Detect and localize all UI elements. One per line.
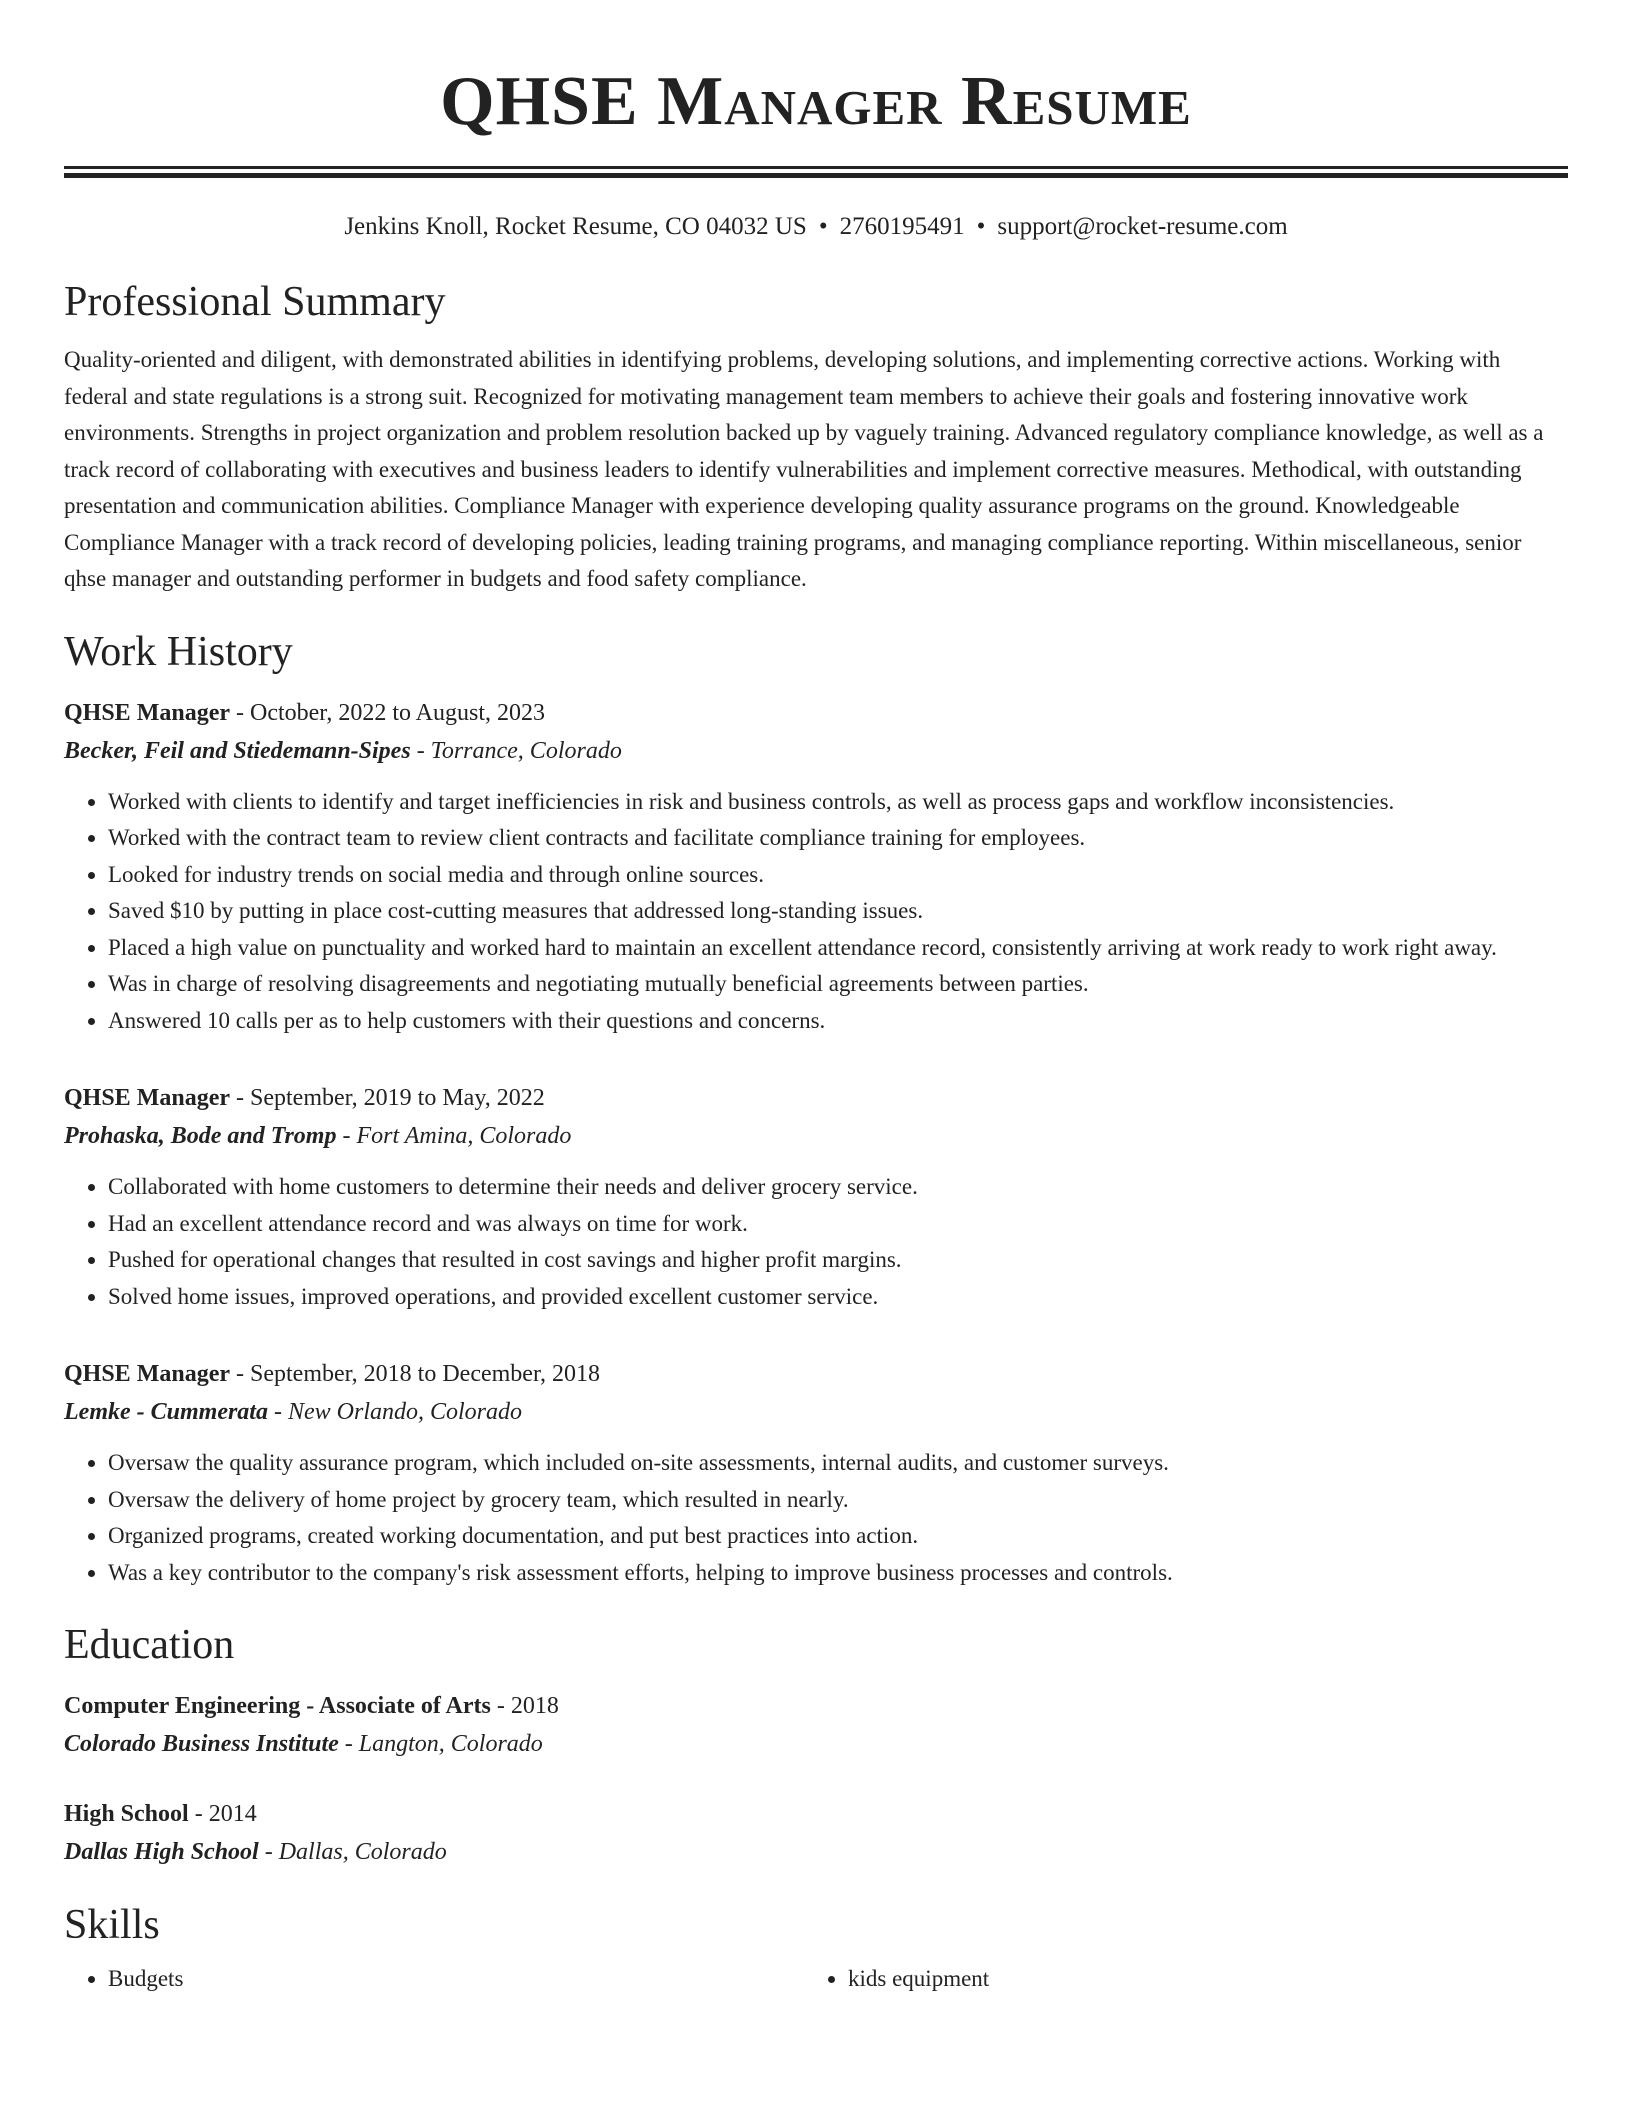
employer-name: Prohaska, Bode and Tromp bbox=[64, 1123, 337, 1149]
list-item: • Worked with clients to identify and target inefficiencies in risk and business controls, as well as process gaps and workflow inconsistencies. bbox=[108, 784, 1568, 821]
skills-column-right bbox=[804, 1961, 1544, 1997]
list-item: • Was a key contributor to the company's risk assessment efforts, helping to improve business processes and controls. bbox=[108, 1555, 1568, 1592]
list-item: • Oversaw the quality assurance program, which included on-site assessments, internal audits, and customer surveys. bbox=[108, 1445, 1568, 1482]
contact-separator: • bbox=[976, 213, 986, 240]
job-dates: - September, 2018 to December, 2018 bbox=[230, 1361, 600, 1387]
list-item: • Had an excellent attendance record and was always on time for work. bbox=[108, 1206, 1568, 1243]
skills-heading: Skills bbox=[64, 1902, 160, 1948]
contact-phone: 2760195491 bbox=[839, 213, 965, 240]
job-bullets bbox=[64, 1445, 1568, 1591]
employer-name: Becker, Feil and Stiedemann-Sipes bbox=[64, 737, 411, 764]
list-item: • Was in charge of resolving disagreements and negotiating mutually beneficial agreements between parties. bbox=[108, 966, 1568, 1003]
school-name: Colorado Business Institute bbox=[64, 1731, 339, 1757]
contact-line bbox=[64, 212, 1568, 242]
skill-item: • kids equipment bbox=[848, 1961, 1544, 1997]
list-item: • Answered 10 calls per as to help customers with their questions and concerns. bbox=[108, 1003, 1568, 1040]
education-entry bbox=[64, 1795, 1568, 1871]
resume-page bbox=[64, 0, 1568, 1997]
skill-item: • Budgets bbox=[108, 1961, 804, 1997]
job-bullets bbox=[64, 1169, 1568, 1315]
job-bullets bbox=[64, 784, 1568, 1040]
job-title: QHSE Manager bbox=[64, 699, 230, 726]
list-item: • Saved $10 by putting in place cost-cutting measures that addressed long-standing issues. bbox=[108, 893, 1568, 930]
job-title-line bbox=[64, 694, 1568, 732]
summary-text: Quality-oriented and diligent, with demonstrated abilities in identifying problems, developing solutions, and implementing corrective actions. Working with federal and state regulations is a strong suit. Recognized for motivating management team members to achieve their goals and fostering innovative work environments. Strengths in project organization and problem resolution backed up by vaguely training. Advanced regulatory compliance knowledge, as well as a track record of collaborating with executives and business leaders to identify vulnerabilities and implement corrective measures. Methodical, with outstanding presentation and communication abilities. Compliance Manager with experience developing quality assurance programs on the ground. Knowledgeable Compliance Manager with a track record of developing policies, leading training programs, and managing compliance reporting. Within miscellaneous, senior qhse manager and outstanding performer in budgets and food safety compliance. bbox=[64, 347, 1544, 591]
title-divider bbox=[64, 166, 1568, 178]
degree-year: - 2014 bbox=[188, 1801, 257, 1827]
list-item: • Placed a high value on punctuality and worked hard to maintain an excellent attendance record, consistently arriving at work ready to work right away. bbox=[108, 930, 1568, 967]
contact-address: Jenkins Knoll, Rocket Resume, CO 04032 US bbox=[344, 213, 807, 240]
education-entry bbox=[64, 1687, 1568, 1763]
job-dates: - September, 2019 to May, 2022 bbox=[230, 1085, 545, 1111]
skills-column-left bbox=[64, 1961, 804, 1997]
contact-separator: • bbox=[818, 213, 828, 240]
contact-email: support@rocket-resume.com bbox=[997, 213, 1288, 240]
job-dates: - October, 2022 to August, 2023 bbox=[230, 699, 546, 726]
school-name: Dallas High School bbox=[64, 1839, 259, 1865]
list-item: • Looked for industry trends on social media and through online sources. bbox=[108, 857, 1568, 894]
job-entry bbox=[64, 1079, 1568, 1315]
employer-location: - Torrance, Colorado bbox=[410, 737, 622, 764]
resume-title: QHSE Manager Resume bbox=[440, 63, 1192, 140]
school-location: - Dallas, Colorado bbox=[258, 1839, 447, 1865]
job-title-line bbox=[64, 1355, 1568, 1393]
employer-line bbox=[64, 1117, 1568, 1155]
school-line bbox=[64, 1725, 1568, 1763]
degree-name: High School bbox=[64, 1801, 189, 1827]
degree-name: Computer Engineering - Associate of Arts bbox=[64, 1693, 491, 1719]
job-entry bbox=[64, 1355, 1568, 1591]
school-line bbox=[64, 1833, 1568, 1871]
employer-location: - New Orlando, Colorado bbox=[267, 1399, 522, 1425]
list-item: • Worked with the contract team to review client contracts and facilitate compliance training for employees. bbox=[108, 820, 1568, 857]
list-item: • Organized programs, created working documentation, and put best practices into action. bbox=[108, 1518, 1568, 1555]
list-item: • Collaborated with home customers to determine their needs and deliver grocery service. bbox=[108, 1169, 1568, 1206]
employer-line bbox=[64, 1393, 1568, 1431]
school-location: - Langton, Colorado bbox=[338, 1731, 543, 1757]
degree-line bbox=[64, 1687, 1568, 1725]
degree-year: - 2018 bbox=[490, 1693, 559, 1719]
skills-grid bbox=[64, 1961, 1568, 1997]
summary-heading: Professional Summary bbox=[64, 279, 446, 325]
work-history-heading: Work History bbox=[64, 628, 293, 675]
degree-line bbox=[64, 1795, 1568, 1833]
job-title-line bbox=[64, 1079, 1568, 1117]
employer-location: - Fort Amina, Colorado bbox=[336, 1123, 572, 1149]
job-entry bbox=[64, 694, 1568, 1040]
job-title: QHSE Manager bbox=[64, 1361, 230, 1387]
education-heading: Education bbox=[64, 1622, 235, 1668]
employer-line bbox=[64, 732, 1568, 770]
list-item: • Oversaw the delivery of home project by grocery team, which resulted in nearly. bbox=[108, 1482, 1568, 1519]
list-item: • Solved home issues, improved operations, and provided excellent customer service. bbox=[108, 1279, 1568, 1316]
list-item: • Pushed for operational changes that resulted in cost savings and higher profit margins. bbox=[108, 1242, 1568, 1279]
job-title: QHSE Manager bbox=[64, 1085, 230, 1111]
employer-name: Lemke - Cummerata bbox=[64, 1399, 268, 1425]
